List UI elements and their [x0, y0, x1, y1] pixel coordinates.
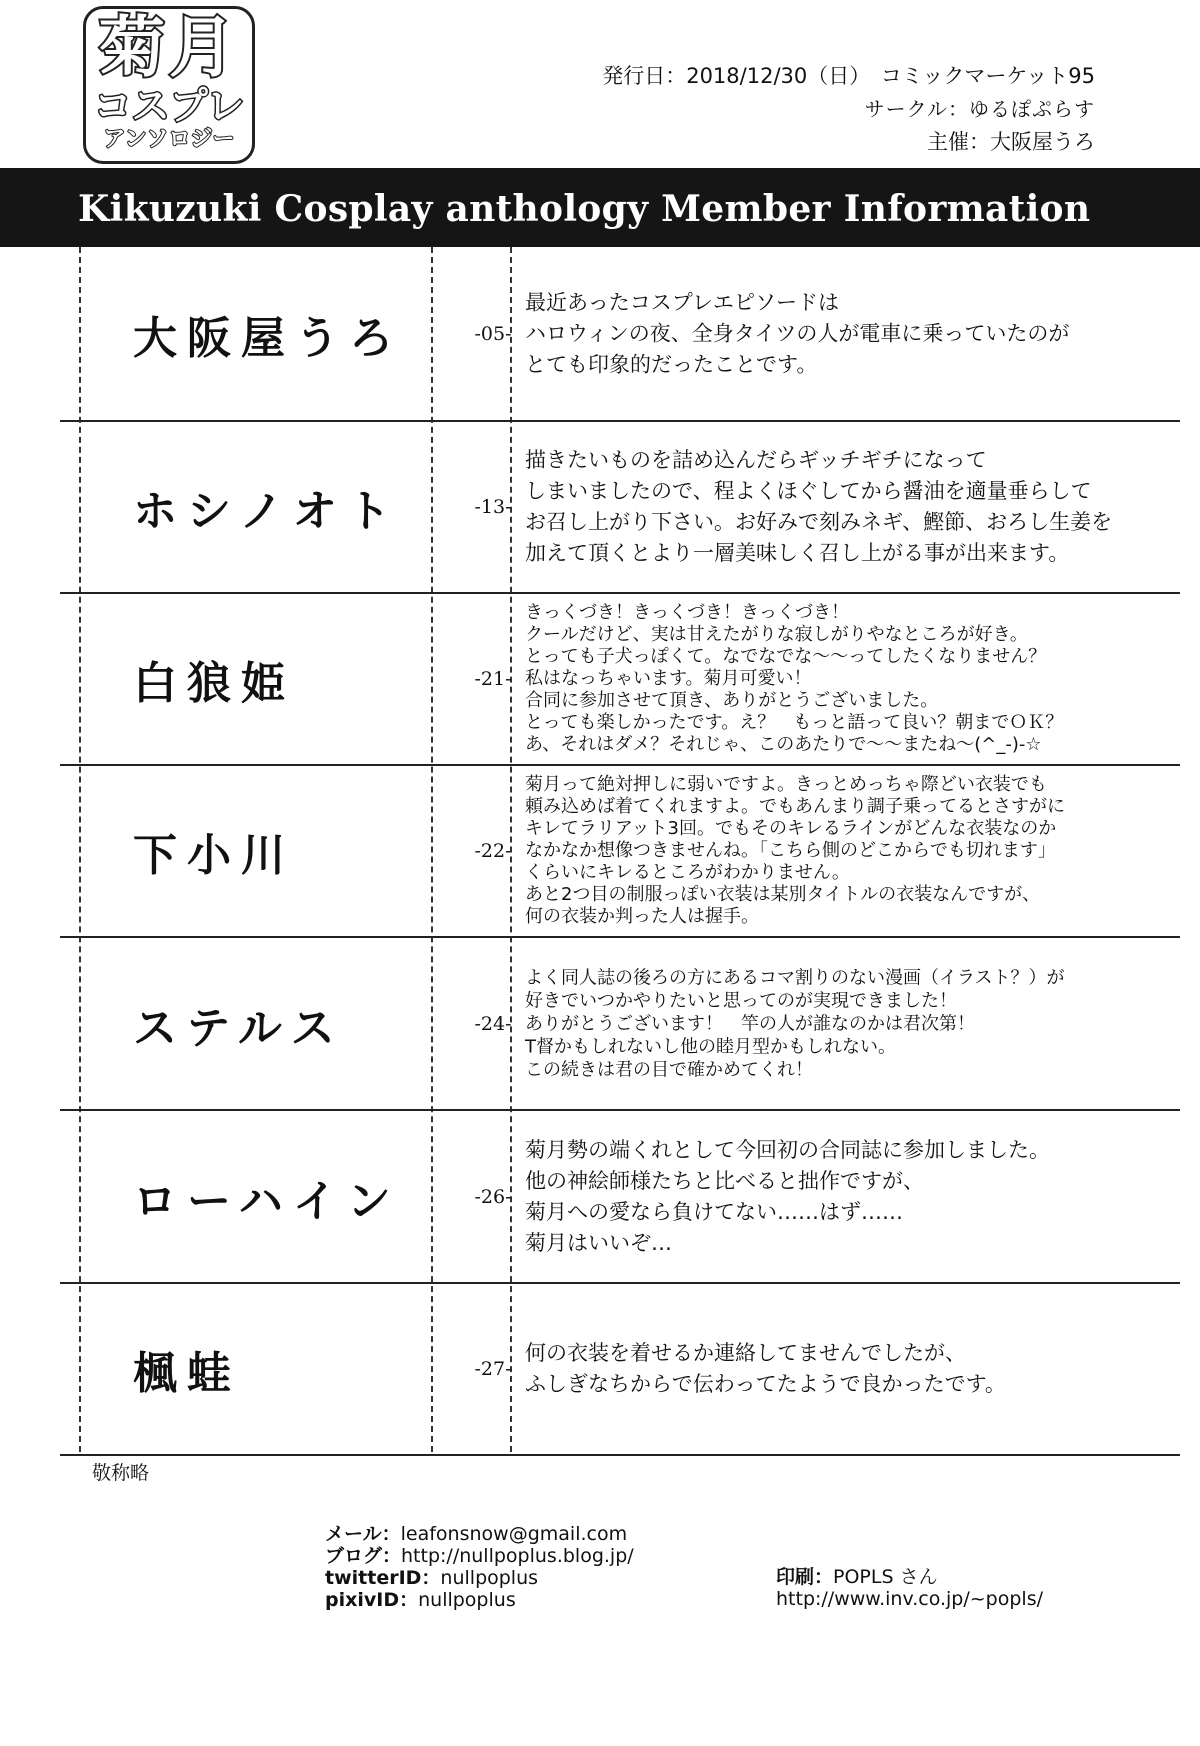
twitter-line: [325, 1567, 634, 1589]
blog-url[interactable]: http://nullpoplus.blog.jp/: [401, 1545, 634, 1567]
member-row: [60, 1111, 1180, 1284]
circle-name: サークル：ゆるぽぷらす: [864, 97, 1095, 121]
member-name: 下小川: [133, 830, 295, 881]
member-name: ステルス: [133, 1002, 345, 1054]
printer-label: 印刷：: [776, 1566, 834, 1588]
member-name: 楓蛙: [133, 1348, 241, 1399]
twitter-id: nullpoplus: [440, 1567, 539, 1589]
member-page: -24-: [474, 1012, 512, 1035]
member-name: ホシノオト: [133, 486, 401, 537]
member-page: -22-: [474, 840, 512, 862]
mail-line: [325, 1523, 634, 1545]
organizer: 主催：大阪屋うろ: [927, 130, 1095, 154]
member-page: -13-: [474, 496, 512, 518]
twitter-label: twitterID：: [325, 1567, 441, 1589]
member-page: -27-: [474, 1358, 512, 1380]
pixiv-line: [325, 1589, 634, 1611]
member-row: [60, 247, 1180, 422]
member-page: -05-: [474, 322, 512, 345]
member-comment: きっくづき！きっくづき！きっくづき！ クールだけど、実は甘えたがりな寂しがりやなところが好き。 とっても子犬っぽくて。なでなでな〜〜ってしたくなりません？ 私はなっちゃいます。菊月可愛い！ 合同に参加させて頂き、ありがとうございました。 とっても楽しかったです。え？ もっと語って良い？朝までＯＫ？ あ、それはダメ？それじゃ、このあたりで〜〜またね〜(^_-)-☆: [525, 602, 1064, 755]
member-row: [60, 594, 1180, 766]
member-comment: よく同人誌の後ろの方にあるコマ割りのない漫画（イラスト？）が 好きでいつかやりたいと思ってのが実現できました！ ありがとうございます！ 竿の人が誰なのかは君次第！ T督かもしれないし他の睦月型かもしれない。 この続きは君の目で確かめてくれ！: [525, 967, 1065, 1080]
member-row: [60, 938, 1180, 1111]
member-comment: 最近あったコスプレエピソードは ハロウィンの夜、全身タイツの人が電車に乗っていたのが とても印象的だったことです。: [525, 290, 1070, 376]
member-comment: 菊月勢の端くれとして今回初の合同誌に参加しました。 他の神絵師様たちと比べると拙作ですが、 菊月への愛なら負けてない……はず…… 菊月はいいぞ…: [525, 1137, 1050, 1255]
member-comment: 菊月って絶対押しに弱いですよ。きっとめっちゃ際どい衣装でも 頼み込めば着てくれますよ。でもあんまり調子乗ってるとさすがに キレてラリアット3回。でもそのキレるラインがどんな衣装なのか なかなか想像つきませんね。「こちら側のどこからでも切れます」 くらいにキレるところがわかりません。 あと2つ目の制服っぽい衣装は某別タイトルの衣装なんですが、 何の衣装か判った人は握手。: [525, 774, 1065, 927]
member-name: ローハイン: [133, 1175, 401, 1227]
publication-info: [602, 60, 1095, 159]
member-name: 白狼姫: [133, 658, 295, 709]
logo-subtitle: コスプレ: [93, 84, 245, 128]
member-row: [60, 766, 1180, 938]
member-row: [60, 1284, 1180, 1456]
logo-tagline: アンソロジー: [103, 127, 235, 152]
contact-block: [325, 1523, 634, 1611]
printer-url[interactable]: http://www.inv.co.jp/~popls/: [776, 1588, 1044, 1610]
blog-line: [325, 1545, 634, 1567]
banner-title: Kikuzuki Cosplay anthology Member Information: [78, 188, 1091, 230]
blog-label: ブログ：: [325, 1545, 402, 1567]
member-page: -21-: [474, 668, 512, 690]
member-comment: 何の衣装を着せるか連絡してませんでしたが、 ふしぎなちからで伝わってたようで良かったです。: [525, 1341, 1006, 1396]
member-name: 大阪屋うろ: [133, 312, 403, 364]
mail-label: メール：: [325, 1523, 401, 1545]
member-page: -26-: [474, 1185, 512, 1208]
mail-address[interactable]: leafonsnow@gmail.com: [400, 1523, 628, 1545]
anthology-logo: [83, 6, 255, 164]
honorific-note: 敬称略: [92, 1462, 150, 1484]
member-comment: 描きたいものを詰め込んだらギッチギチになって しまいましたので、程よくほぐしてから醤油を適量垂らして お召し上がり下さい。お好みで刻みネギ、鰹節、おろし生姜を 加えて頂くとより一層美味しく召し上がる事が出来ます。: [525, 448, 1113, 565]
logo-title: 菊月: [99, 9, 239, 86]
member-row: [60, 422, 1180, 594]
pixiv-label: pixivID：: [325, 1589, 419, 1611]
printer-line: [776, 1566, 1043, 1588]
printer-block: [776, 1566, 1043, 1610]
title-banner: [0, 168, 1200, 247]
pixiv-id: nullpoplus: [418, 1589, 516, 1611]
printer-name: POPLS さん: [833, 1566, 938, 1588]
publication-date: 発行日：2018/12/30（日） コミックマーケット95: [602, 64, 1095, 88]
